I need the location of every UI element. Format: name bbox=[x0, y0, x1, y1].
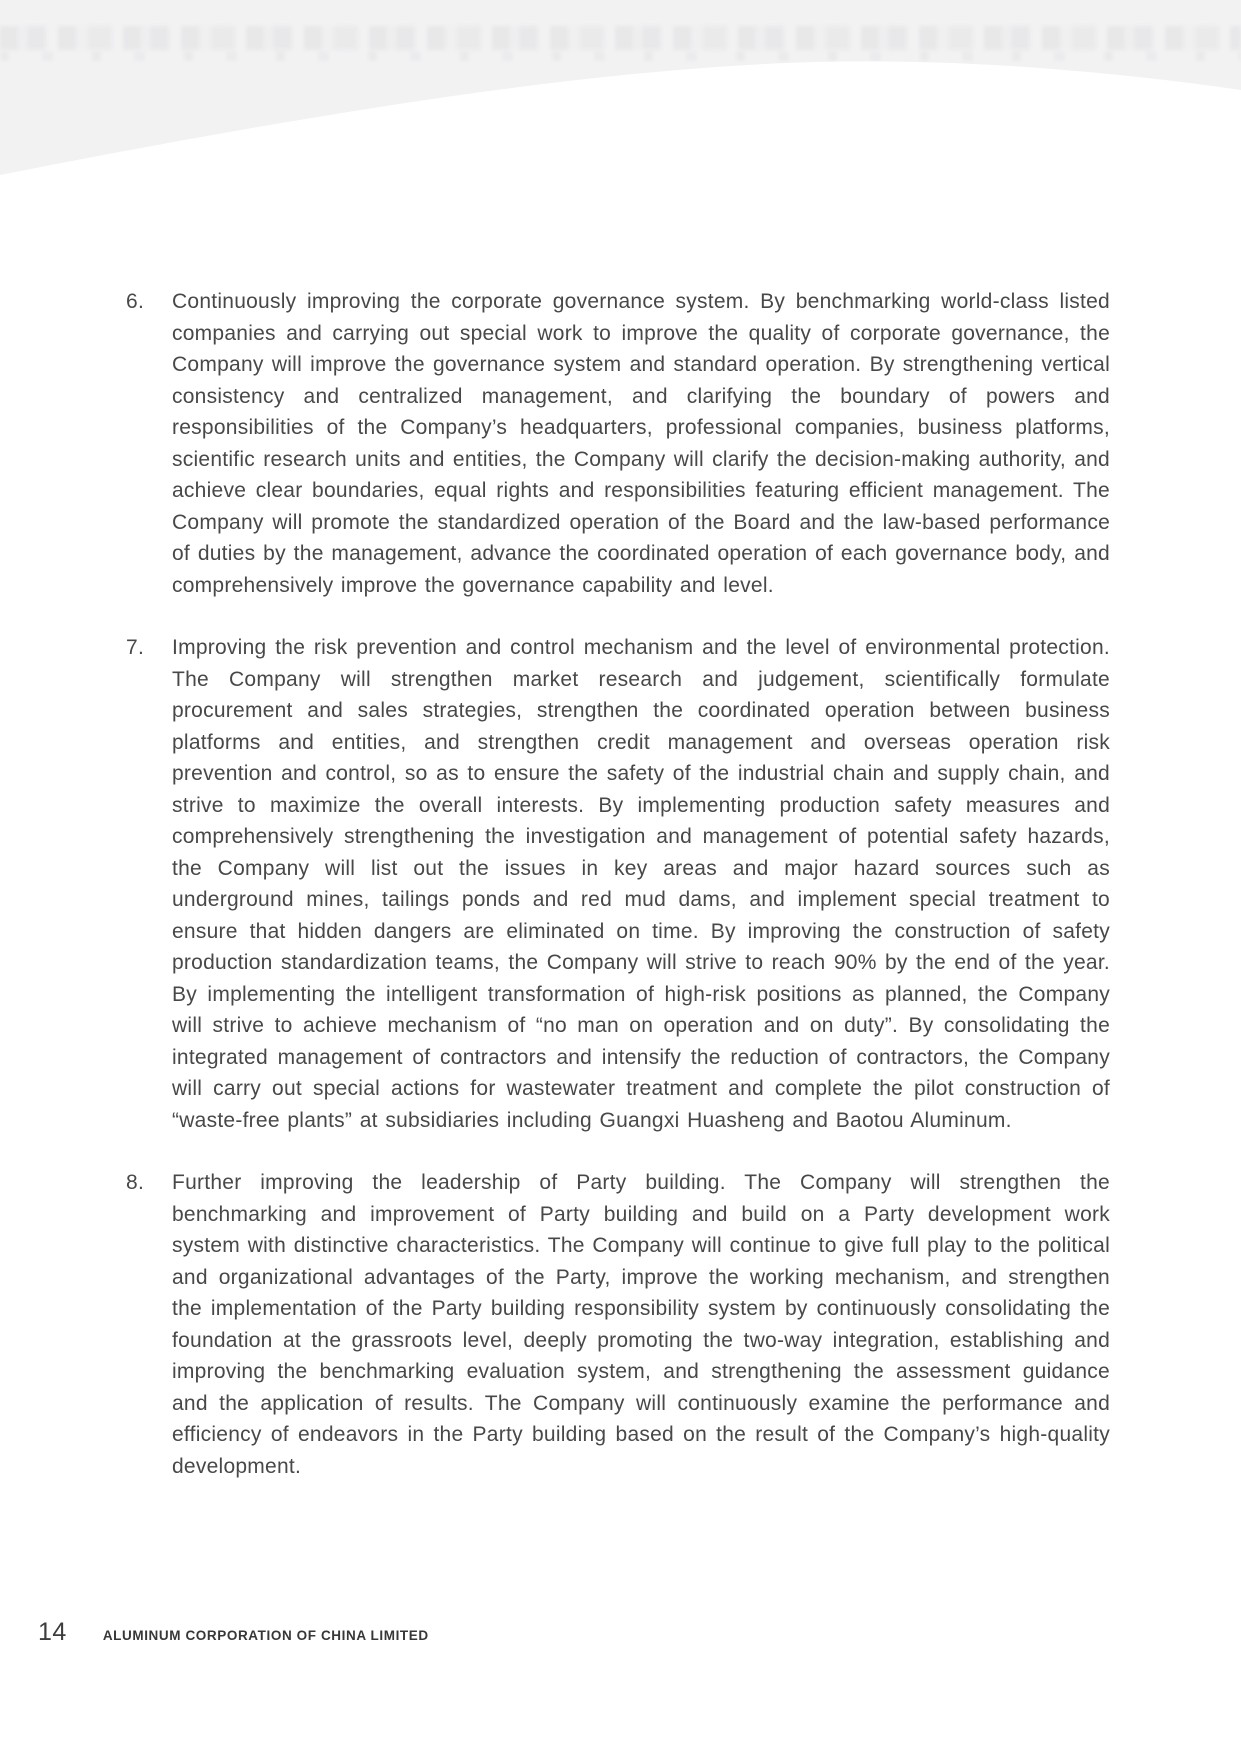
paragraph-number: 7. bbox=[126, 636, 145, 659]
header-decoration bbox=[0, 0, 1241, 176]
paragraph-text: Further improving the leadership of Party building. The Company will strengthen the benchmarking and improvement of Party building and build on a Party development work system with distinctive characteristics. The Company will continue to give full play to the political and organizational advantages of the Party, improve the working mechanism, and strengthen the implementation of the Party building responsibility system by continuously consolidating the foundation at the grassroots level, deeply promoting the two-way integration, establishing and improving the benchmarking evaluation system, and strengthening the assessment guidance and the application of results. The Company will continuously examine the performance and efficiency of endeavors in the Party building based on the result of the Company’s high-quality development. bbox=[172, 1171, 1110, 1478]
header-curve-shape bbox=[0, 0, 1241, 176]
page-number: 14 bbox=[38, 1618, 67, 1646]
page-footer bbox=[38, 1618, 429, 1647]
paragraph-text: Improving the risk prevention and control mechanism and the level of environmental protection. The Company will strengthen market research and judgement, scientifically formulate procurement and sales strategies, strengthen the coordinated operation between business platforms and entities, and strengthen credit management and overseas operation risk prevention and control, so as to ensure the safety of the industrial chain and supply chain, and strive to maximize the overall interests. By implementing production safety measures and comprehensively strengthening the investigation and management of potential safety hazards, the Company will list out the issues in key areas and major hazard sources such as underground mines, tailings ponds and red mud dams, and implement special treatment to ensure that hidden dangers are eliminated on time. By improving the construction of safety production standardization teams, the Company will strive to reach 90% by the end of the year. By implementing the intelligent transformation of high-risk positions as planned, the Company will strive to achieve mechanism of “no man on operation and on duty”. By consolidating the integrated management of contractors and intensify the reduction of contractors, the Company will carry out special actions for wastewater treatment and complete the pilot construction of “waste-free plants” at subsidiaries including Guangxi Huasheng and Baotou Aluminum. bbox=[172, 636, 1110, 1132]
paragraph-text: Continuously improving the corporate governance system. By benchmarking world-class listed companies and carrying out special work to improve the quality of corporate governance, the Company will improve the governance system and standard operation. By strengthening vertical consistency and centralized management, and clarifying the boundary of powers and responsibilities of the Company’s headquarters, professional companies, business platforms, scientific research units and entities, the Company will clarify the decision-making authority, and achieve clear boundaries, equal rights and responsibilities featuring efficient management. The Company will promote the standardized operation of the Board and the law-based performance of duties by the management, advance the coordinated operation of each governance body, and comprehensively improve the governance capability and level. bbox=[172, 290, 1110, 597]
footer-company-name: ALUMINUM CORPORATION OF CHINA LIMITED bbox=[102, 1628, 429, 1643]
list-item-8 bbox=[126, 1167, 1110, 1482]
list-item-6 bbox=[126, 286, 1110, 601]
list-item-7 bbox=[126, 632, 1110, 1136]
paragraph-number: 6. bbox=[126, 290, 145, 313]
paragraph-number: 8. bbox=[126, 1171, 145, 1194]
body-text bbox=[126, 286, 1110, 1482]
